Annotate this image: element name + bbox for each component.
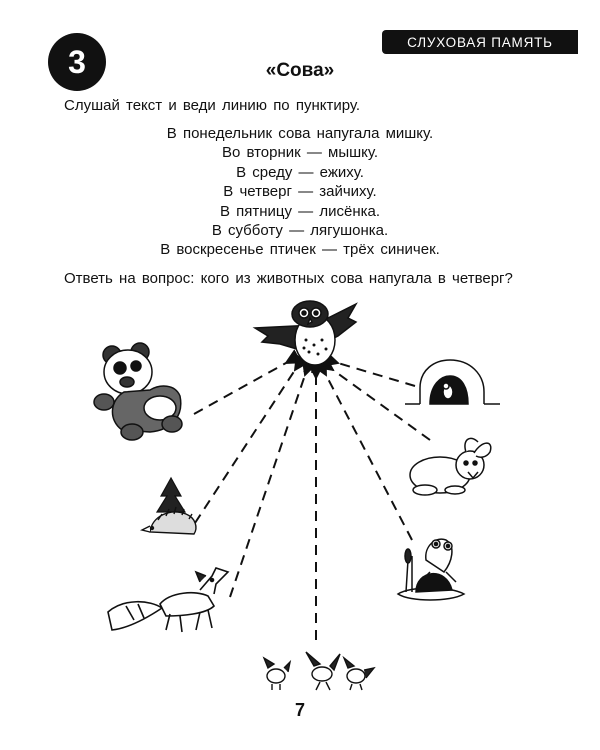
- trace-path-fox[interactable]: [230, 375, 305, 597]
- exercise-number-badge: 3: [48, 33, 106, 91]
- poem-line: В воскресенье птичек — трёх синичек.: [160, 241, 440, 259]
- instruction-text: Слушай текст и веди линию по пунктиру.: [64, 97, 361, 114]
- poem-line: Во вторник — мышку.: [221, 144, 379, 162]
- trace-path-hare[interactable]: [333, 370, 430, 440]
- page-title: «Сова»: [265, 60, 335, 81]
- trace-path-frog[interactable]: [326, 375, 412, 540]
- poem-line: В среду — ежиху.: [236, 163, 364, 181]
- section-label: СЛУХОВАЯ ПАМЯТЬ: [382, 30, 578, 54]
- frog-icon: [398, 539, 464, 600]
- page-number: 7: [294, 700, 305, 720]
- poem-line: В субботу — лягушонка.: [211, 222, 389, 240]
- fox-icon: [108, 568, 228, 632]
- poem-line: В понедельник сова напугала мишку.: [166, 125, 434, 142]
- hare-icon: [410, 438, 491, 495]
- poem-line: В пятницу — лисёнка.: [219, 202, 381, 220]
- owl-icon: [255, 301, 356, 373]
- trace-path-mouse[interactable]: [338, 363, 415, 386]
- mouse-icon: [405, 360, 500, 404]
- birds-icon: [264, 652, 374, 690]
- bear-icon: [94, 343, 182, 440]
- poem-line: В четверг — зайчиху.: [223, 183, 377, 201]
- question-text: Ответь на вопрос: кого из животных сова напугала в четверг?: [64, 270, 513, 287]
